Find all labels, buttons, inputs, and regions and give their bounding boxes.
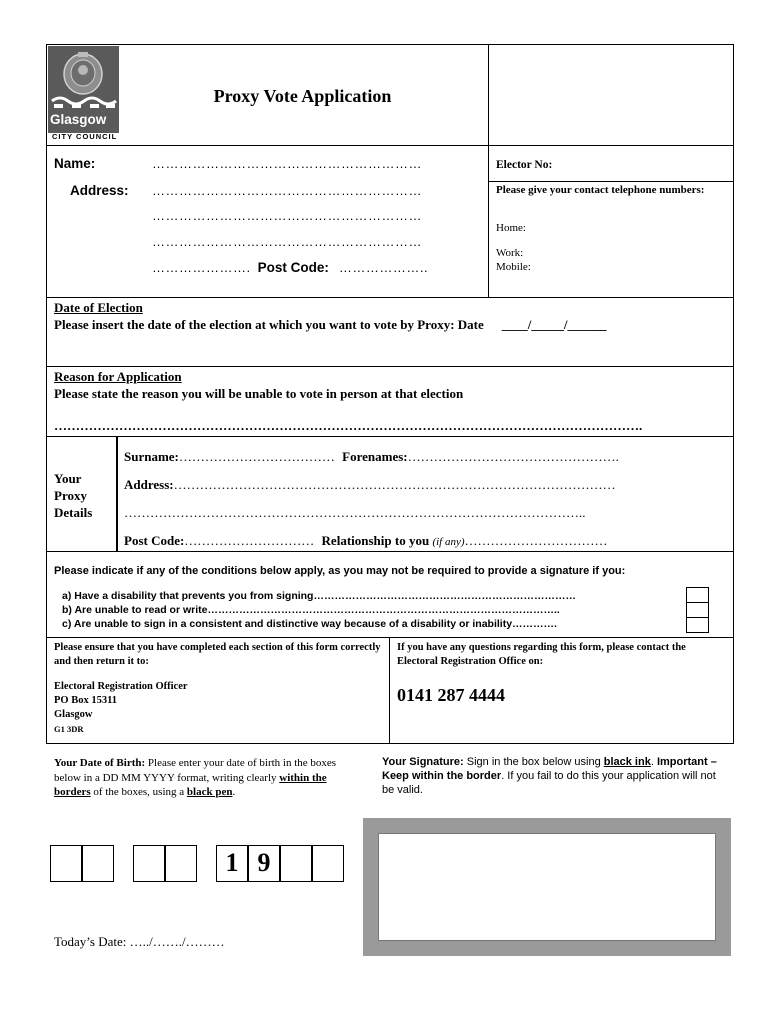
- signature-instructions: [382, 755, 730, 797]
- dob-year-4[interactable]: [312, 845, 344, 882]
- dob-emph-2: black pen: [186, 786, 233, 798]
- name-label: Name:: [54, 156, 96, 171]
- proxy-side-label: Your Proxy Details: [54, 471, 93, 520]
- postcode-label: Post Code:: [257, 260, 329, 275]
- address-field-1[interactable]: ……………………………………………………: [152, 183, 422, 198]
- proxy-address-label: Address:: [124, 477, 174, 492]
- dob-text-2: of the boxes, using a: [90, 786, 187, 798]
- surname-label: Surname:: [124, 449, 179, 464]
- forenames-field[interactable]: ………………………………………….: [407, 449, 619, 464]
- reason-field[interactable]: ……………………………………………………………………………………………………………………….: [54, 418, 643, 433]
- conditions-intro: Please indicate if any of the conditions below apply, as you may not be required to provide a signature if you:: [54, 565, 626, 577]
- signature-emph-1: black ink: [603, 756, 651, 768]
- office-phone: 0141 287 4444: [397, 685, 505, 705]
- phone-prompt: Please give your contact telephone numbers:: [496, 184, 705, 196]
- condition-b: b) Are unable to read or write………………………………………………………………………………………..: [62, 604, 560, 616]
- logo-subtitle: CITY COUNCIL: [52, 132, 118, 141]
- relationship-label: Relationship to you: [321, 533, 430, 548]
- todays-date-row: [54, 934, 225, 950]
- home-phone-label[interactable]: Home:: [496, 222, 526, 234]
- return-instruction: Please ensure that you have completed each section of this form correctly and then return it to:: [54, 642, 381, 667]
- header-blank-cell: [488, 44, 734, 146]
- signature-text-3: . If you fail to do this your application will not be valid.: [382, 770, 716, 796]
- mobile-phone-label[interactable]: Mobile:: [496, 261, 531, 273]
- proxy-name-row: [124, 449, 619, 465]
- office-instruction: If you have any questions regarding this form, please contact the Electoral Registration Office on:: [397, 642, 686, 667]
- election-date-row: [54, 316, 607, 334]
- condition-a-checkbox[interactable]: [686, 587, 709, 603]
- election-date-prompt: Please insert the date of the election at which you want to vote by Proxy: Date: [54, 317, 484, 332]
- signature-important: Important – Keep within the border: [382, 756, 717, 782]
- condition-c: c) Are unable to sign in a consistent and distinctive way because of a disability or inability………….: [62, 618, 557, 630]
- elector-number-label: Elector No:: [496, 159, 553, 171]
- return-address-line-2: PO Box 15311: [54, 695, 118, 706]
- page-title: Proxy Vote Application: [213, 86, 392, 106]
- todays-date-field[interactable]: …../……./………: [126, 934, 225, 949]
- return-address-line-4: G1 3DR: [54, 724, 84, 734]
- postcode-row: [152, 259, 428, 277]
- crest-icon: [48, 46, 119, 143]
- proxy-postcode-label: Post Code:: [124, 533, 185, 548]
- logo-name: Glasgow: [50, 112, 107, 127]
- address-label: Address:: [70, 183, 129, 198]
- reason-prompt: Please state the reason you will be unable to vote in person at that election: [54, 386, 464, 401]
- condition-b-checkbox[interactable]: [686, 602, 709, 618]
- signature-box[interactable]: [378, 833, 716, 941]
- proxy-postcode-row: [124, 533, 608, 549]
- proxy-address-row: [124, 477, 616, 493]
- election-date-field[interactable]: ____/_____/______: [501, 317, 607, 332]
- dob-text-1: Please enter your date of birth in the boxes below in a DD MM YYYY format, writing clearly: [54, 757, 337, 784]
- signature-text-2: .: [650, 756, 654, 768]
- dob-day-1[interactable]: [50, 845, 82, 882]
- proxy-address-field-2[interactable]: ……………………………………………………………………………………………..: [124, 505, 586, 520]
- reason-heading: Reason for Application: [54, 369, 182, 384]
- glasgow-city-council-logo: [48, 46, 119, 143]
- surname-field[interactable]: ………………………………: [178, 449, 335, 464]
- dob-label: Your Date of Birth:: [54, 757, 146, 769]
- dob-instructions: [54, 756, 350, 800]
- dob-month-1[interactable]: [133, 845, 165, 882]
- condition-c-checkbox[interactable]: [686, 617, 709, 633]
- proxy-postcode-field[interactable]: …………………………: [184, 533, 315, 548]
- dob-emph-1: within the borders: [54, 771, 327, 798]
- dob-year-2[interactable]: 9: [248, 845, 280, 882]
- relationship-note: (if any): [432, 536, 465, 548]
- condition-a: a) Have a disability that prevents you from signing…………………………………………………………………: [62, 590, 576, 602]
- address-field-3[interactable]: ……………………………………………………: [152, 234, 422, 249]
- signature-text-1: Sign in the box below using: [463, 756, 604, 768]
- todays-date-label: Today’s Date:: [54, 934, 127, 949]
- forenames-label: Forenames:: [342, 449, 408, 464]
- dob-month-2[interactable]: [165, 845, 197, 882]
- postcode-field[interactable]: ………………..: [338, 260, 429, 275]
- dob-text-3: .: [232, 786, 236, 798]
- return-address: [54, 680, 188, 736]
- name-field[interactable]: ……………………………………………………: [152, 156, 422, 171]
- work-phone-label[interactable]: Work:: [496, 247, 524, 259]
- address-field-2[interactable]: ……………………………………………………: [152, 208, 422, 223]
- signature-label: Your Signature:: [382, 756, 464, 768]
- return-address-line-1: Electoral Registration Officer: [54, 681, 188, 692]
- election-date-heading: Date of Election: [54, 300, 143, 315]
- postcode-field-pre[interactable]: ………………….: [152, 260, 251, 275]
- dob-day-2[interactable]: [82, 845, 114, 882]
- dob-year-1[interactable]: 1: [216, 845, 248, 882]
- return-address-line-3: Glasgow: [54, 709, 93, 720]
- proxy-divider: [116, 436, 118, 552]
- relationship-field[interactable]: ……………………………: [464, 533, 608, 548]
- dob-year-3[interactable]: [280, 845, 312, 882]
- proxy-address-field[interactable]: …………………………………………………………………………………………: [173, 477, 616, 492]
